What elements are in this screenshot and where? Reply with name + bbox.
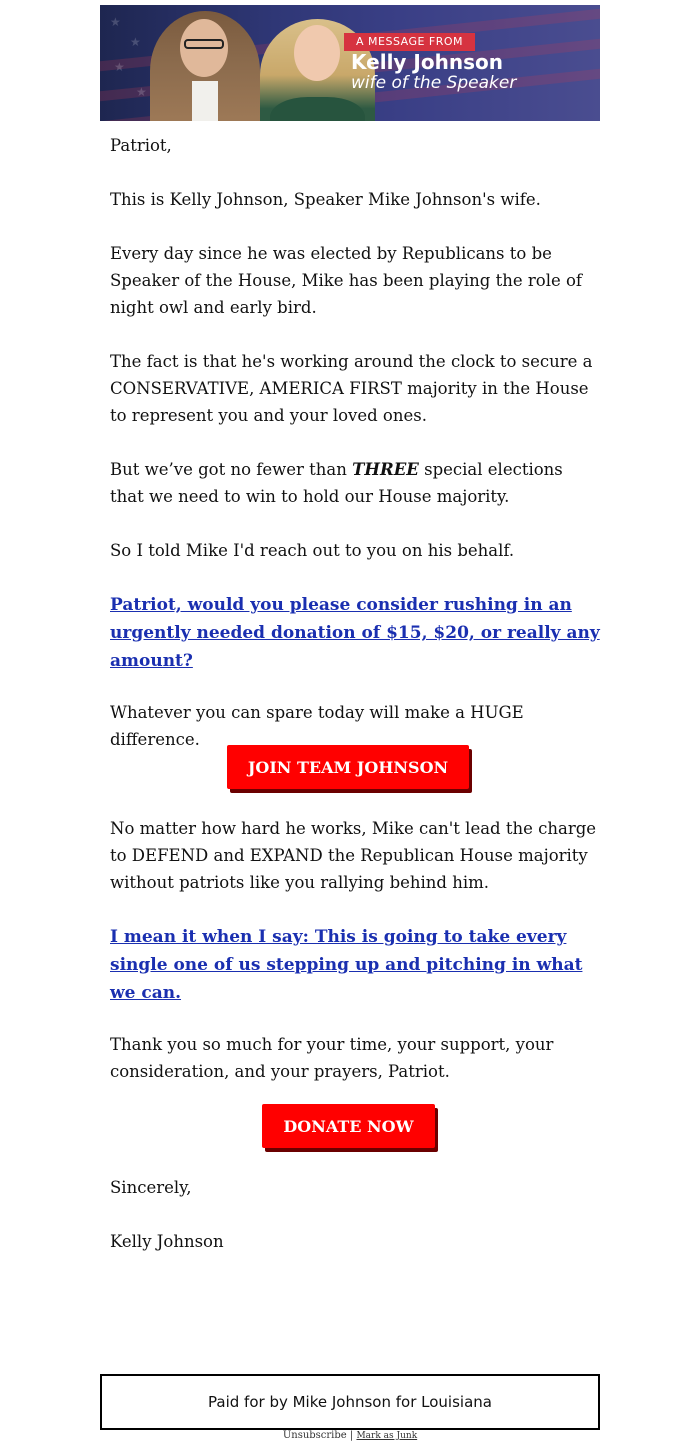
mark-as-junk-link[interactable]: Mark as Junk	[356, 1431, 418, 1441]
banner-subtitle: wife of the Speaker	[351, 73, 517, 93]
footer-links	[0, 1430, 700, 1441]
body-paragraph: Every day since he was elected by Republicans to be Speaker of the House, Mike has been playing the role of night owl and early bird.	[110, 244, 583, 317]
body-paragraph: So I told Mike I'd reach out to you on his behalf.	[110, 541, 515, 560]
speaker-photo	[150, 11, 260, 121]
banner-name: Kelly Johnson	[351, 50, 503, 74]
pitch-in-link[interactable]: I mean it when I say: This is going to take every single one of us stepping up and pitching in what we can.	[110, 927, 583, 1003]
header-banner	[100, 5, 600, 121]
body-paragraph: No matter how hard he works, Mike can't lead the charge to DEFEND and EXPAND the Republican House majority without patriots like you rallying behind him.	[110, 819, 597, 892]
star-icon: ★	[110, 15, 121, 29]
star-icon: ★	[130, 35, 141, 49]
paid-for-disclaimer: Paid for by Mike Johnson for Louisiana	[100, 1374, 600, 1430]
emphasis-three: THREE	[352, 460, 419, 479]
pitch-link-paragraph	[110, 923, 600, 1007]
donation-link[interactable]: Patriot, would you please consider rushing in an urgently needed donation of $15, $20, or really any amount?	[110, 595, 600, 671]
intro-paragraph: This is Kelly Johnson, Speaker Mike Johnson's wife.	[110, 190, 541, 209]
body-paragraph: Whatever you can spare today will make a HUGE difference.	[110, 703, 524, 749]
join-team-button[interactable]: JOIN TEAM JOHNSON	[227, 745, 469, 789]
glasses-icon	[184, 39, 224, 49]
greeting: Patriot,	[110, 136, 172, 155]
signature: Kelly Johnson	[110, 1232, 224, 1251]
donation-link-paragraph	[110, 591, 600, 675]
unsubscribe-link[interactable]: Unsubscribe	[282, 1430, 347, 1441]
body-paragraph: But we’ve got no fewer than THREE special elections that we need to win to hold our House majority.	[110, 460, 563, 506]
body-paragraph: The fact is that he's working around the clock to secure a CONSERVATIVE, AMERICA FIRST majority in the House to represent you and your loved ones.	[110, 352, 593, 425]
signoff: Sincerely,	[110, 1178, 192, 1197]
star-icon: ★	[114, 60, 125, 74]
banner-tagline: A MESSAGE FROM	[344, 33, 475, 51]
body-paragraph: Thank you so much for your time, your support, your consideration, and your prayers, Patriot.	[110, 1035, 554, 1081]
footer-separator: |	[349, 1430, 354, 1441]
donate-now-button[interactable]: DONATE NOW	[262, 1104, 435, 1148]
star-icon: ★	[136, 85, 147, 99]
